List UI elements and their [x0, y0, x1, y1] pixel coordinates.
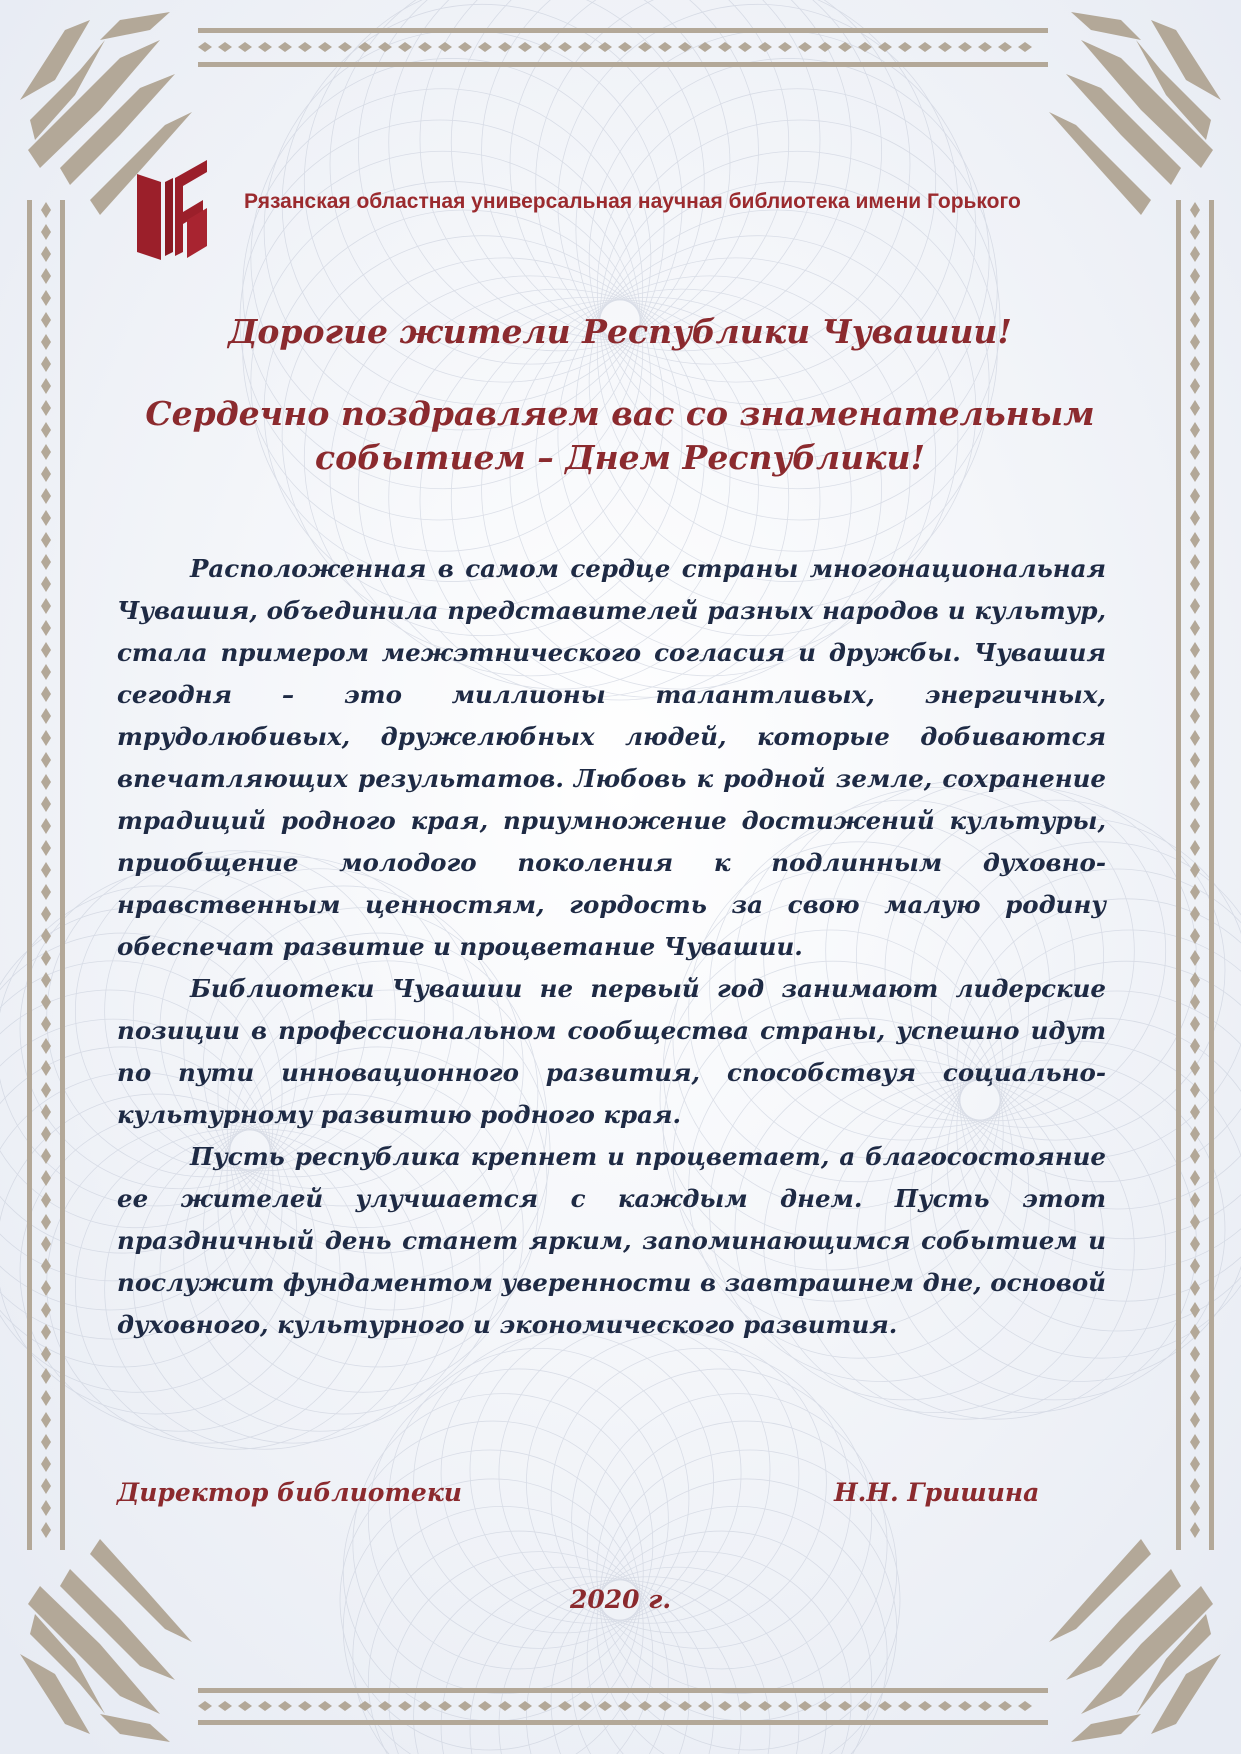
letter-body — [117, 548, 1106, 1346]
signature-title: Директор библиотеки — [117, 1478, 462, 1507]
organization-name: Рязанская областная универсальная научная библиотека имени Горького — [244, 190, 1021, 213]
letter-year: 2020 г. — [569, 1585, 672, 1614]
greeting-heading: Дорогие жители Республики Чувашии! — [228, 312, 1012, 351]
header — [133, 160, 1113, 260]
body-paragraph: Пусть республика крепнет и процветает, а благосостояние ее жителей улучшается с каждым днем. Пусть этот праздничный день станет ярким, запоминающимся событием и послужит фундаментом уверенности в завтрашнем дне, основой духовного, культурного и экономического развития. — [117, 1142, 1106, 1339]
library-logo-icon — [133, 160, 213, 260]
signature-name: Н.Н. Гришина — [834, 1478, 1040, 1507]
body-paragraph: Библиотеки Чувашии не первый год занимают лидерские позиции в профессиональном сообщества страны, успешно идут по пути инновационного развития, способствуя социально-культурному развитию родного края. — [117, 974, 1106, 1129]
greeting-subheading: Сердечно поздравляем вас со знаменательным событием – Днем Республики! — [145, 394, 1095, 477]
body-paragraph: Расположенная в самом сердце страны многонациональная Чувашия, объединила представителей разных народов и культур, стала примером межэтнического согласия и дружбы. Чувашия сегодня – это миллионы талантливых, энергичных, трудолюбивых, дружелюбных людей, которые добиваются впечатляющих результатов. Любовь к родной земле, сохранение традиций родного края, приумножение достижений культуры, приобщение молодого поколения к подлинным духовно-нравственным ценностям, гордость за свою малую родину обеспечат развитие и процветание Чувашии. — [117, 554, 1106, 961]
